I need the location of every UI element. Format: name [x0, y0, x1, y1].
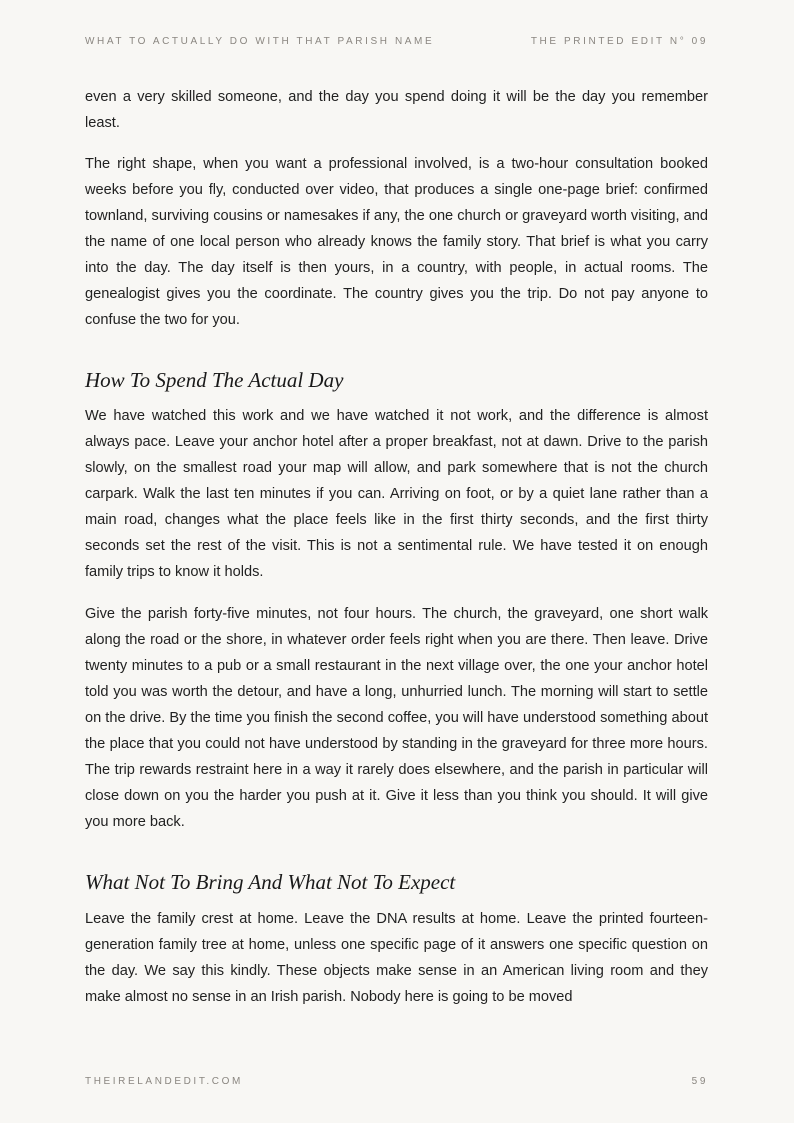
paragraph: even a very skilled someone, and the day you spend doing it will be the day you remember least. [85, 89, 708, 131]
paragraph-block [85, 151, 708, 333]
footer-website: THEIRELANDEDIT.COM [85, 1076, 243, 1087]
paragraph-block [85, 403, 708, 585]
page-number: 59 [691, 1076, 708, 1087]
section-heading-block [85, 367, 708, 393]
paragraph: Leave the family crest at home. Leave the DNA results at home. Leave the printed fourteen-generation family tree at home, unless one specific page of it answers one specific question on the day. We say this kindly. These objects make sense in an American living room and they make almost no sense in an Irish parish. Nobody here is going to be moved [85, 911, 708, 1005]
paragraph-continued [85, 84, 708, 136]
paragraph-block [85, 906, 708, 1010]
paragraph: We have watched this work and we have watched it not work, and the difference is almost always pace. Leave your anchor hotel after a proper breakfast, not at dawn. Drive to the parish slowly, on the smallest road your map will allow, and park somewhere that is not the church carpark. Walk the last ten minutes if you can. Arriving on foot, or by a quiet lane rather than a main road, changes what the place feels like in the first thirty seconds, and the first thirty seconds set the rest of the visit. This is not a sentimental rule. We have tested it on enough family trips to know it holds. [85, 408, 708, 580]
section-heading-block [85, 869, 708, 895]
paragraph: Give the parish forty-five minutes, not four hours. The church, the graveyard, one short walk along the road or the shore, in whatever order feels right when you are there. Then leave. Drive twenty minutes to a pub or a small restaurant in the next village over, the one your anchor hotel told you was worth the detour, and have a long, unhurried lunch. The morning will start to settle on the drive. By the time you finish the second coffee, you will have understood something about the place that you could not have understood by standing in the graveyard for three more hours. The trip rewards restraint here in a way it rarely does elsewhere, and the parish in particular will close down on you the harder you push at it. Give it less than you think you should. It will give you more back. [85, 606, 708, 830]
section-heading: How To Spend The Actual Day [85, 368, 344, 392]
running-head-publication: THE PRINTED EDIT N° 09 [530, 36, 708, 47]
running-head-title: WHAT TO ACTUALLY DO WITH THAT PARISH NAME [85, 36, 435, 47]
paragraph-block [85, 601, 708, 835]
page-footer [85, 1076, 708, 1090]
running-head [85, 36, 708, 50]
paragraph: The right shape, when you want a professional involved, is a two-hour consultation booked weeks before you fly, conducted over video, that produces a single one-page brief: confirmed townland, surviving cousins or namesakes if any, the one church or graveyard worth visiting, and the name of one local person who already knows the family story. That brief is what you carry into the day. The day itself is then yours, in a country, with people, in actual rooms. The genealogist gives you the coordinate. The country gives you the trip. Do not pay anyone to confuse the two for you. [85, 156, 708, 328]
section-heading: What Not To Bring And What Not To Expect [85, 870, 456, 894]
